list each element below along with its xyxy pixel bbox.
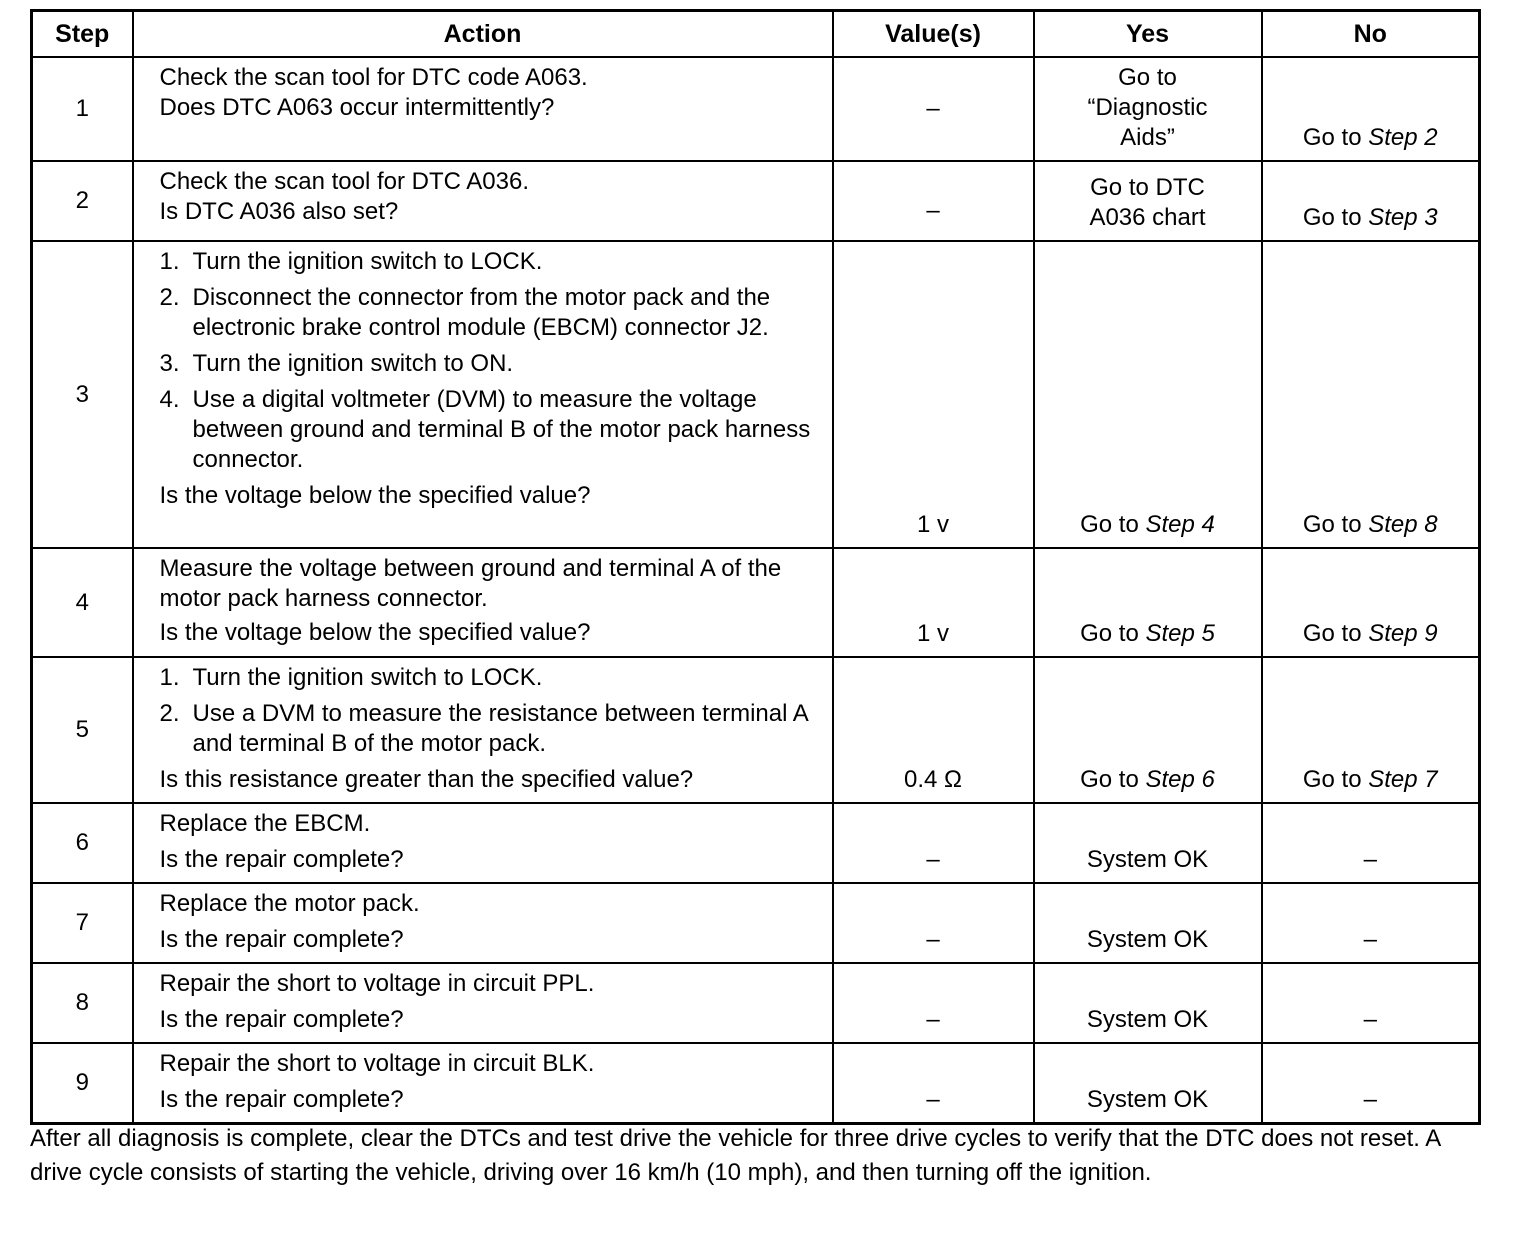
table-row (32, 657, 1480, 803)
action-cell (133, 883, 833, 963)
table-row (32, 883, 1480, 963)
no-step-ref: Step 3 (1368, 204, 1438, 231)
no-step-ref: Step 7 (1368, 766, 1438, 793)
diagnostic-table (30, 9, 1481, 1125)
value-cell: 1 v (833, 548, 1034, 657)
action-list-item (160, 283, 822, 343)
item-number: 2. (159, 284, 180, 311)
no-cell (1262, 548, 1480, 657)
footer-note: After all diagnosis is complete, clear the DTCs and test drive the vehicle for three drive cycles to verify that the DTC does not reset. A drive cycle consists of starting the vehicle, driving over 16 km/h (10 mph), and then turning off the ignition. (30, 1125, 1440, 1186)
yes-line: “Diagnostic (1087, 94, 1208, 121)
yes-cell: System OK (1034, 883, 1262, 963)
action-question: Is the repair complete? (159, 1006, 404, 1033)
yes-step-ref: Step 5 (1145, 620, 1215, 647)
yes-line: Go to (1118, 64, 1177, 91)
item-text: Disconnect the connector from the motor pack and the electronic brake control module (EBCM) connector J2. (192, 284, 771, 341)
yes-step-ref: Step 6 (1145, 766, 1215, 793)
action-question: Is the repair complete? (159, 846, 404, 873)
item-number: 3. (159, 350, 180, 377)
item-text: Turn the ignition switch to ON. (192, 350, 514, 377)
value-cell: – (833, 883, 1034, 963)
item-text: Turn the ignition switch to LOCK. (192, 664, 543, 691)
value-cell: 1 v (833, 241, 1034, 548)
action-cell (133, 1043, 833, 1124)
step-number: 9 (32, 1043, 133, 1124)
value-cell: – (833, 1043, 1034, 1124)
no-cell: – (1262, 1043, 1480, 1124)
yes-cell (1034, 657, 1262, 803)
value-cell: – (833, 803, 1034, 883)
no-prefix: Go to (1302, 766, 1369, 793)
no-prefix: Go to (1302, 124, 1369, 151)
header-values: Value(s) (833, 11, 1034, 58)
item-number: 4. (159, 386, 180, 413)
table-row (32, 548, 1480, 657)
step-number: 2 (32, 161, 133, 241)
action-list-item (160, 385, 822, 475)
table-row (32, 57, 1480, 161)
action-cell (133, 161, 833, 241)
action-text: Replace the EBCM. (159, 810, 371, 837)
action-cell (133, 803, 833, 883)
yes-cell (1034, 548, 1262, 657)
no-step-ref: Step 9 (1368, 620, 1438, 647)
yes-line: Go to DTC (1090, 174, 1205, 201)
no-cell (1262, 657, 1480, 803)
yes-step-ref: Step 4 (1145, 511, 1215, 538)
table-row (32, 963, 1480, 1043)
yes-prefix: Go to (1080, 766, 1146, 793)
no-prefix: Go to (1302, 620, 1369, 647)
yes-line: A036 chart (1089, 204, 1206, 231)
no-cell (1262, 161, 1480, 241)
table-row (32, 161, 1480, 241)
table-header-row (32, 11, 1480, 58)
action-cell (133, 963, 833, 1043)
action-cell (133, 548, 833, 657)
action-question: Is the repair complete? (159, 926, 404, 953)
item-number: 1. (159, 664, 180, 691)
action-text: Check the scan tool for DTC code A063. (159, 64, 588, 91)
header-action: Action (133, 11, 833, 58)
step-number: 6 (32, 803, 133, 883)
yes-prefix: Go to (1080, 620, 1146, 647)
no-cell: – (1262, 963, 1480, 1043)
step-number: 5 (32, 657, 133, 803)
step-number: 7 (32, 883, 133, 963)
yes-cell: System OK (1034, 803, 1262, 883)
step-number: 8 (32, 963, 133, 1043)
value-cell: – (833, 161, 1034, 241)
yes-cell (1034, 241, 1262, 548)
no-cell (1262, 241, 1480, 548)
table-row (32, 241, 1480, 548)
yes-prefix: Go to (1080, 511, 1146, 538)
action-list-item (160, 247, 822, 277)
yes-line: Aids” (1120, 124, 1175, 151)
no-step-ref: Step 8 (1368, 511, 1438, 538)
no-prefix: Go to (1302, 511, 1369, 538)
value-cell: – (833, 57, 1034, 161)
header-yes: Yes (1034, 11, 1262, 58)
action-question: Is DTC A036 also set? (159, 198, 399, 225)
yes-cell (1034, 57, 1262, 161)
action-cell (133, 657, 833, 803)
yes-cell: System OK (1034, 963, 1262, 1043)
yes-cell: System OK (1034, 1043, 1262, 1124)
table-row (32, 803, 1480, 883)
action-cell (133, 241, 833, 548)
value-cell: – (833, 963, 1034, 1043)
step-number: 3 (32, 241, 133, 548)
header-step: Step (32, 11, 133, 58)
no-cell: – (1262, 883, 1480, 963)
action-question: Does DTC A063 occur intermittently? (159, 94, 555, 121)
action-list-item (160, 699, 822, 759)
item-text: Turn the ignition switch to LOCK. (192, 248, 543, 275)
item-text: Use a digital voltmeter (DVM) to measure the voltage between ground and terminal B of the motor pack harness connector. (192, 386, 811, 473)
action-question: Is the voltage below the specified value? (159, 482, 591, 509)
action-question: Is the voltage below the specified value? (159, 619, 591, 646)
action-text: Measure the voltage between ground and terminal A of the motor pack harness connector. (159, 555, 782, 612)
no-prefix: Go to (1302, 204, 1369, 231)
action-text: Repair the short to voltage in circuit PPL. (159, 970, 595, 997)
item-number: 1. (159, 248, 180, 275)
action-text: Check the scan tool for DTC A036. (159, 168, 530, 195)
action-list-item (160, 349, 822, 379)
action-text: Replace the motor pack. (159, 890, 420, 917)
item-number: 2. (159, 700, 180, 727)
no-cell (1262, 57, 1480, 161)
yes-cell (1034, 161, 1262, 241)
action-question: Is the repair complete? (159, 1086, 404, 1113)
no-step-ref: Step 2 (1368, 124, 1438, 151)
action-question: Is this resistance greater than the specified value? (159, 766, 694, 793)
header-no: No (1262, 11, 1480, 58)
no-cell: – (1262, 803, 1480, 883)
action-text: Repair the short to voltage in circuit BLK. (159, 1050, 595, 1077)
action-cell (133, 57, 833, 161)
step-number: 4 (32, 548, 133, 657)
step-number: 1 (32, 57, 133, 161)
table-row (32, 1043, 1480, 1124)
value-cell: 0.4 Ω (833, 657, 1034, 803)
item-text: Use a DVM to measure the resistance between terminal A and terminal B of the motor pack. (192, 700, 808, 757)
action-list-item (160, 663, 822, 693)
